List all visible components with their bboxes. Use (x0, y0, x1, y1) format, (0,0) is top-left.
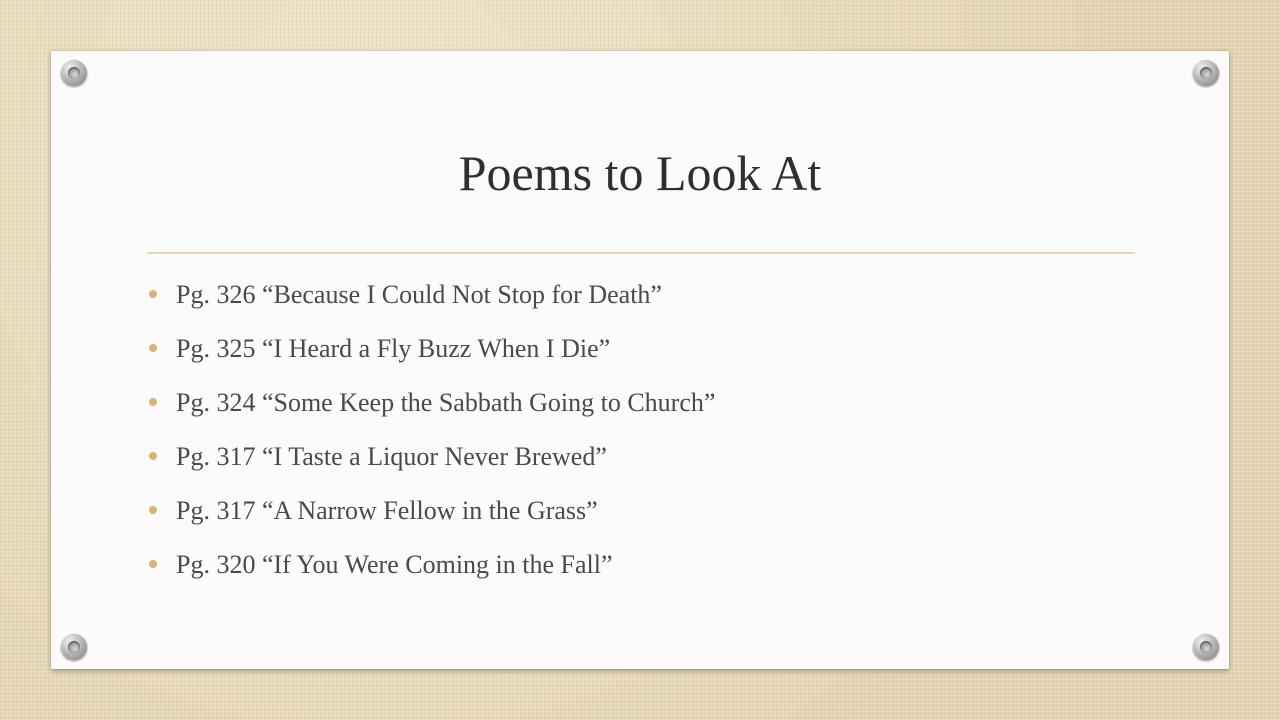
bullet-item (147, 543, 715, 597)
bullet-list (147, 273, 715, 597)
slide-title: Poems to Look At (458, 145, 822, 201)
grommet-bottom-right-icon (1193, 634, 1219, 660)
grommet-bottom-left-icon (61, 634, 87, 660)
grommet-top-right-icon (1193, 60, 1219, 86)
bullet-item (147, 435, 715, 489)
bullet-text: Pg. 317 “A Narrow Fellow in the Grass” (176, 496, 598, 525)
bullet-item (147, 327, 715, 381)
title-divider (147, 252, 1135, 254)
bullet-text: Pg. 324 “Some Keep the Sabbath Going to Church” (176, 388, 716, 417)
bullet-text: Pg. 317 “I Taste a Liquor Never Brewed” (176, 442, 607, 471)
bullet-dot-icon (149, 290, 157, 298)
grommet-top-left-icon (61, 60, 87, 86)
bullet-text: Pg. 325 “I Heard a Fly Buzz When I Die” (176, 334, 611, 363)
bullet-dot-icon (149, 452, 157, 460)
bullet-dot-icon (149, 398, 157, 406)
slide-card (51, 51, 1229, 669)
bullet-text: Pg. 326 “Because I Could Not Stop for Death” (176, 280, 662, 309)
bullet-item (147, 381, 715, 435)
bullet-dot-icon (149, 560, 157, 568)
bullet-item (147, 489, 715, 543)
bullet-dot-icon (149, 506, 157, 514)
bullet-item (147, 273, 715, 327)
bullet-text: Pg. 320 “If You Were Coming in the Fall” (176, 550, 613, 579)
bullet-dot-icon (149, 344, 157, 352)
